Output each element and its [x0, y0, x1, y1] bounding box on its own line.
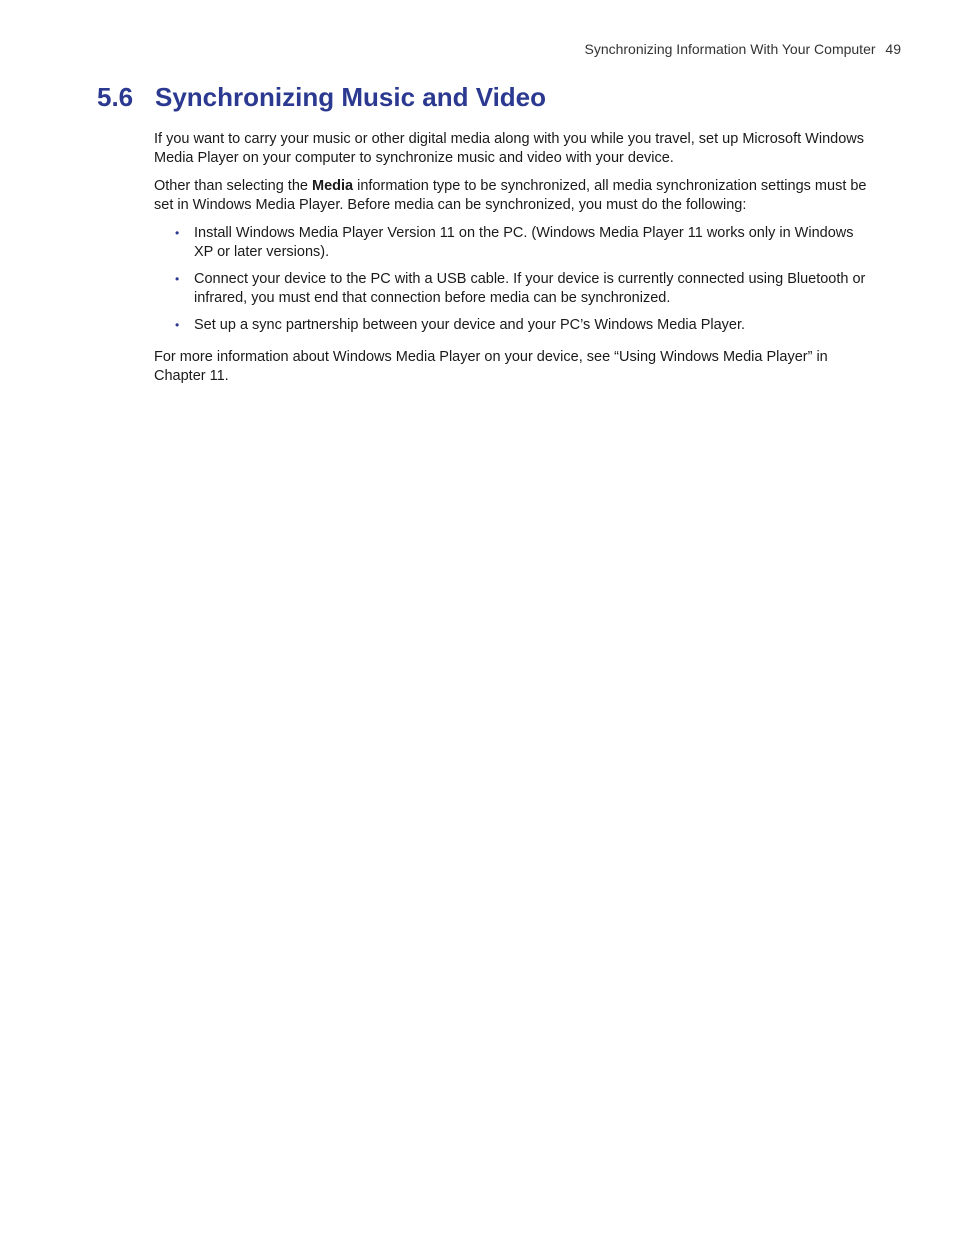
media-settings-text-end: information type to be synchronized, all media synchronization settings must be set in Windows Media Player. Before media can be synchronized, you must do the following: — [154, 178, 867, 213]
bullet-icon: • — [175, 226, 180, 240]
section-number: 5.6 — [97, 82, 134, 112]
list-item-text: Connect your device to the PC with a USB cable. If your device is currently connected using Bluetooth or infrared, you must end that connection before media can be synchronized. — [194, 271, 866, 306]
more-info-paragraph: For more information about Windows Media Player on your device, see “Using Windows Media Player” in Chapter 11. — [154, 349, 828, 384]
bullet-icon: • — [175, 272, 180, 286]
media-settings-text-start: Other than selecting the — [154, 178, 312, 194]
media-settings-paragraph — [154, 177, 869, 215]
running-header — [584, 41, 901, 57]
media-keyword: Media — [312, 178, 354, 194]
page-number: 49 — [885, 41, 901, 57]
section-heading — [97, 82, 546, 113]
section-body — [154, 130, 869, 395]
list-item-text: Install Windows Media Player Version 11 on the PC. (Windows Media Player 11 works only in Windows XP or later versions). — [194, 225, 854, 260]
list-item — [154, 316, 869, 335]
requirements-list — [154, 224, 869, 335]
list-item-text: Set up a sync partnership between your device and your PC’s Windows Media Player. — [194, 317, 746, 333]
list-item — [154, 270, 869, 308]
running-header-title: Synchronizing Information With Your Computer — [584, 41, 876, 57]
bullet-icon: • — [175, 318, 180, 332]
list-item — [154, 224, 869, 262]
section-title: Synchronizing Music and Video — [155, 82, 547, 112]
intro-paragraph: If you want to carry your music or other digital media along with you while you travel, set up Microsoft Windows Media Player on your computer to synchronize music and video with your device. — [154, 131, 864, 166]
